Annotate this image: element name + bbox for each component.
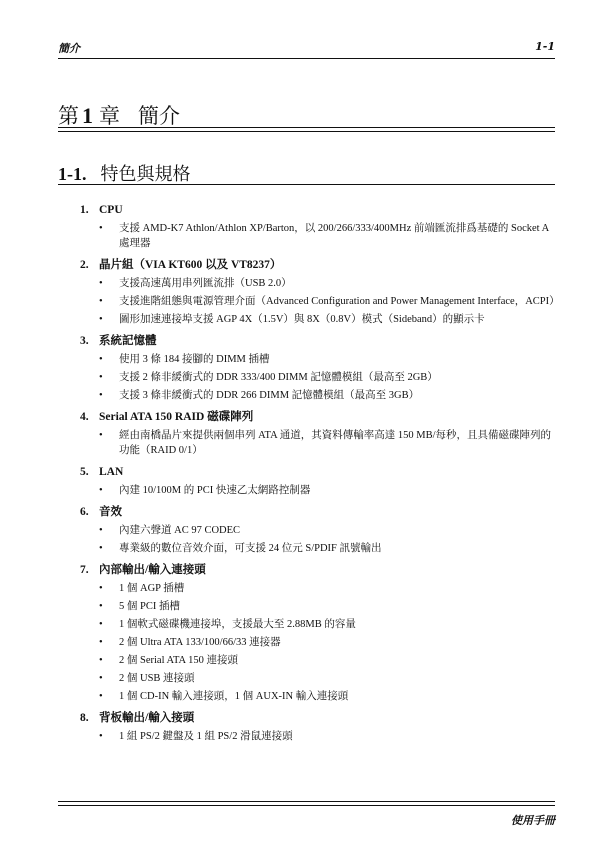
bullet-dot-icon: • (99, 372, 103, 383)
bullet-dot-icon: • (99, 296, 103, 307)
bullet-dot-icon: • (99, 525, 103, 536)
bullet-dot-icon: • (99, 314, 103, 325)
chapter-number: 1 (82, 103, 93, 128)
bullet-text: 支援進階組態與電源管理介面（Advanced Configuration and Power Management Interface，ACPI） (119, 296, 560, 307)
bullet-dot-icon: • (99, 543, 103, 554)
bullet-text: 經由南橋晶片來提供兩個串列 ATA 通道，其資料傳輸率高達 150 MB/每秒，且具備磁碟陣列的功能（RAID 0/1） (119, 430, 552, 456)
bullet-text: 2 個 Serial ATA 150 連接頭 (119, 655, 239, 666)
feature-item-number: 7. (80, 564, 89, 576)
bullet-list (58, 483, 558, 498)
bullet-dot-icon: • (99, 278, 103, 289)
bullet-item (58, 352, 558, 367)
bullet-item (58, 635, 558, 650)
bullet-text: 1 個 CD-IN 輸入連接頭，1 個 AUX-IN 輸入連接頭 (119, 691, 349, 702)
chapter-suffix: 章 (99, 104, 120, 128)
bullet-list (58, 581, 558, 704)
bullet-text: 1 個軟式磁碟機連接埠，支援最大至 2.88MB 的容量 (119, 619, 356, 630)
bullet-list (58, 428, 558, 458)
bullet-text: 使用 3 條 184 接腳的 DIMM 插槽 (119, 354, 270, 365)
feature-list (58, 203, 558, 751)
feature-item-heading: CPU (99, 204, 123, 216)
bullet-list (58, 276, 558, 327)
bullet-text: 支援 2 條非緩衝式的 DDR 333/400 DIMM 記憶體模組（最高至 2GB） (119, 372, 438, 383)
bullet-item (58, 523, 558, 538)
section-number: 1-1. (58, 164, 87, 184)
bullet-item (58, 294, 558, 309)
feature-item-title (58, 505, 558, 519)
feature-item-number: 2. (80, 259, 89, 271)
footer-manual-title: 使用手冊 (511, 814, 555, 827)
feature-item-number: 6. (80, 506, 89, 518)
bullet-dot-icon: • (99, 223, 103, 234)
bullet-text: 支援 3 條非緩衝式的 DDR 266 DIMM 記憶體模組（最高至 3GB） (119, 390, 420, 401)
feature-item (58, 410, 558, 458)
bullet-item (58, 428, 558, 458)
section-heading (58, 160, 191, 186)
bullet-item (58, 617, 558, 632)
bullet-dot-icon: • (99, 655, 103, 666)
bullet-item (58, 729, 558, 744)
bullet-item (58, 276, 558, 291)
feature-item-title (58, 258, 558, 272)
bullet-list (58, 352, 558, 403)
bullet-dot-icon: • (99, 691, 103, 702)
feature-item-title (58, 465, 558, 479)
bullet-text: 支援高速萬用串列匯流排（USB 2.0） (119, 278, 292, 289)
bullet-item (58, 483, 558, 498)
bullet-dot-icon: • (99, 583, 103, 594)
bullet-text: 圖形加速連接埠支援 AGP 4X（1.5V）與 8X（0.8V）模式（Sideband）的顯示卡 (119, 314, 485, 325)
bullet-item (58, 581, 558, 596)
chapter-rule (58, 127, 555, 132)
bullet-item (58, 671, 558, 686)
header-chapter-title: 簡介 (58, 42, 80, 55)
feature-item (58, 711, 558, 744)
section-title: 特色與規格 (100, 164, 191, 185)
feature-item-heading: 系統記憶體 (99, 335, 157, 347)
feature-item (58, 258, 558, 327)
feature-item-heading: 音效 (99, 506, 122, 518)
feature-item-title (58, 203, 558, 217)
feature-item-title (58, 563, 558, 577)
bullet-dot-icon: • (99, 354, 103, 365)
feature-item-heading: 內部輸出/輸入連接頭 (99, 564, 206, 576)
feature-item (58, 203, 558, 251)
footer-rule (58, 801, 555, 806)
bullet-item (58, 653, 558, 668)
bullet-item (58, 221, 558, 251)
feature-item-heading: LAN (99, 466, 124, 478)
bullet-text: 1 組 PS/2 鍵盤及 1 組 PS/2 滑鼠連接頭 (119, 731, 293, 742)
feature-item-heading: Serial ATA 150 RAID 磁碟陣列 (99, 411, 254, 423)
bullet-text: 2 個 USB 連接頭 (119, 673, 195, 684)
section-rule (58, 184, 555, 185)
header-page-number: 1-1 (535, 40, 555, 53)
bullet-item (58, 689, 558, 704)
bullet-text: 專業級的數位音效介面，可支援 24 位元 S/PDIF 訊號輸出 (119, 543, 382, 554)
bullet-list (58, 221, 558, 251)
bullet-list (58, 729, 558, 744)
feature-item (58, 334, 558, 403)
bullet-dot-icon: • (99, 485, 103, 496)
feature-item-number: 1. (80, 204, 89, 216)
feature-item-number: 3. (80, 335, 89, 347)
header-rule (58, 58, 555, 59)
bullet-dot-icon: • (99, 673, 103, 684)
bullet-dot-icon: • (99, 390, 103, 401)
bullet-text: 5 個 PCI 插槽 (119, 601, 180, 612)
feature-item-title (58, 334, 558, 348)
bullet-dot-icon: • (99, 430, 103, 441)
bullet-dot-icon: • (99, 731, 103, 742)
feature-item-title (58, 410, 558, 424)
feature-item (58, 505, 558, 556)
bullet-text: 1 個 AGP 插槽 (119, 583, 185, 594)
feature-item-heading: 晶片組（VIA KT600 以及 VT8237） (99, 259, 282, 271)
feature-item-number: 5. (80, 466, 89, 478)
bullet-dot-icon: • (99, 637, 103, 648)
bullet-list (58, 523, 558, 556)
bullet-item (58, 388, 558, 403)
feature-item-heading: 背板輸出/輸入接頭 (99, 712, 195, 724)
page-header (58, 40, 555, 56)
chapter-title: 簡介 (138, 104, 180, 128)
chapter-heading (58, 100, 180, 130)
chapter-prefix: 第 (58, 104, 79, 128)
bullet-text: 內建 10/100M 的 PCI 快速乙太網路控制器 (119, 485, 311, 496)
bullet-text: 內建六聲道 AC 97 CODEC (119, 525, 241, 536)
bullet-text: 2 個 Ultra ATA 133/100/66/33 連接器 (119, 637, 281, 648)
feature-item-number: 4. (80, 411, 89, 423)
feature-item (58, 465, 558, 498)
bullet-item (58, 599, 558, 614)
bullet-item (58, 370, 558, 385)
feature-item (58, 563, 558, 704)
bullet-dot-icon: • (99, 619, 103, 630)
feature-item-number: 8. (80, 712, 89, 724)
bullet-text: 支援 AMD-K7 Athlon/Athlon XP/Barton，以 200/266/333/400MHz 前端匯流排爲基礎的 Socket A 處理器 (119, 223, 549, 249)
bullet-item (58, 312, 558, 327)
bullet-dot-icon: • (99, 601, 103, 612)
bullet-item (58, 541, 558, 556)
feature-item-title (58, 711, 558, 725)
